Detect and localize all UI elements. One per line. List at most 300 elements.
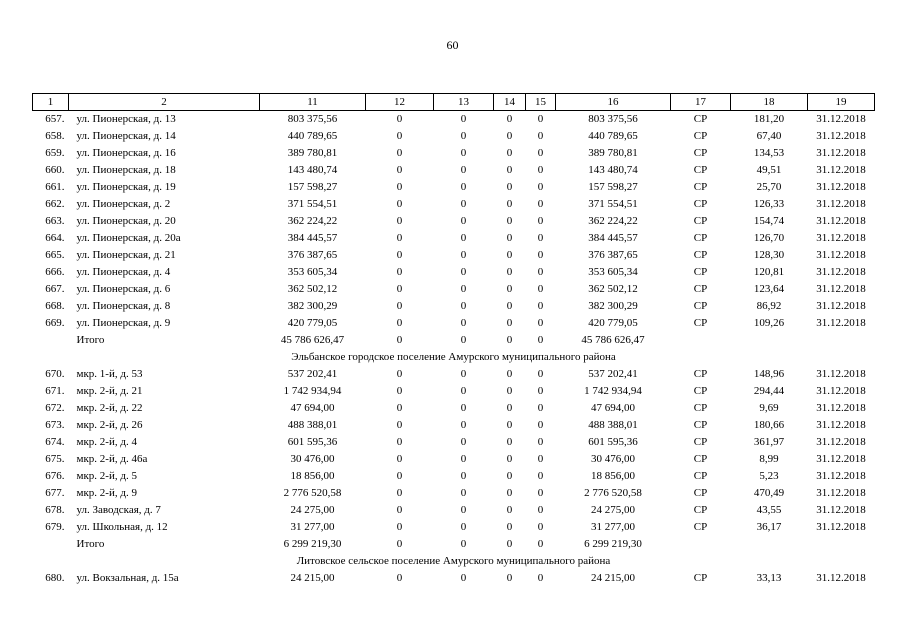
num-cell: 676. — [45, 470, 65, 482]
page-number: 60 — [446, 38, 459, 52]
total-cost-cell: 47 694,00 — [591, 402, 635, 414]
date-cell — [808, 332, 875, 349]
col12-cell: 0 — [396, 113, 403, 125]
area-cell: 86,92 — [756, 300, 782, 312]
col13-cell: 0 — [460, 504, 467, 516]
total-cost-cell: 362 502,12 — [588, 283, 638, 295]
total-cost-cell: 803 375,56 — [588, 113, 638, 125]
date-cell: 31.12.2018 — [816, 521, 866, 533]
table-row — [33, 298, 875, 315]
table-row — [33, 468, 875, 485]
table-row — [33, 145, 875, 162]
num-cell: 663. — [45, 215, 65, 227]
area-cell: 5,23 — [759, 470, 779, 482]
method-cell: СР — [693, 164, 708, 176]
area-cell: 154,74 — [753, 215, 785, 227]
col12-cell: 0 — [396, 266, 403, 278]
col-header-17: 17 — [671, 94, 731, 111]
num-cell: 674. — [45, 436, 65, 448]
housing-table — [32, 93, 875, 587]
col12-cell: 0 — [396, 368, 403, 380]
table-row — [33, 162, 875, 179]
col12-cell: 0 — [396, 317, 403, 329]
col-header-19: 19 — [808, 94, 875, 111]
address-cell: ул. Пионерская, д. 13 — [76, 113, 176, 125]
col14-cell: 0 — [506, 164, 513, 176]
amount-cell: 362 224,22 — [287, 215, 338, 227]
area-cell: 67,40 — [756, 130, 782, 142]
col14-cell: 0 — [506, 368, 513, 380]
area-cell: 181,20 — [753, 113, 785, 125]
section-header-row — [33, 349, 875, 366]
method-cell: СР — [693, 470, 708, 482]
total-cost-cell: 376 387,65 — [588, 249, 638, 261]
header-row — [33, 94, 875, 111]
amount-cell: 47 694,00 — [290, 402, 335, 414]
col-header-16: 16 — [556, 94, 671, 111]
area-cell — [731, 332, 808, 349]
num-cell: 659. — [45, 147, 65, 159]
col-header-2: 2 — [69, 94, 260, 111]
table-row — [33, 264, 875, 281]
amount-cell: 384 445,57 — [287, 232, 338, 244]
col13-cell: 0 — [460, 266, 467, 278]
total-cost-cell: 440 789,65 — [588, 130, 638, 142]
method-cell: СР — [693, 147, 708, 159]
col12-cell: 0 — [396, 130, 403, 142]
area-cell: 36,17 — [756, 521, 782, 533]
col-header-12: 12 — [366, 94, 434, 111]
total-row — [33, 332, 875, 349]
amount-cell: 376 387,65 — [287, 249, 338, 261]
area-cell: 9,69 — [759, 402, 779, 414]
col15-cell: 0 — [537, 521, 544, 533]
table-row — [33, 111, 875, 129]
col12-cell: 0 — [396, 147, 403, 159]
area-cell: 123,64 — [753, 283, 785, 295]
method-cell: СР — [693, 215, 708, 227]
table-row — [33, 281, 875, 298]
address-cell: ул. Пионерская, д. 8 — [76, 300, 171, 312]
col13-cell: 0 — [460, 249, 467, 261]
total-cost-cell: 157 598,27 — [588, 181, 638, 193]
address-cell: ул. Пионерская, д. 20а — [76, 232, 181, 244]
amount-cell: 30 476,00 — [290, 453, 335, 465]
num-cell: 658. — [45, 130, 65, 142]
address-cell: ул. Пионерская, д. 4 — [76, 266, 171, 278]
col13-cell: 0 — [460, 572, 467, 584]
col15-cell: 0 — [537, 283, 544, 295]
col12-cell: 0 — [396, 453, 403, 465]
date-cell: 31.12.2018 — [816, 436, 866, 448]
date-cell: 31.12.2018 — [816, 198, 866, 210]
amount-cell: 537 202,41 — [287, 368, 338, 380]
amount-cell: 143 480,74 — [287, 164, 338, 176]
col15-cell: 0 — [537, 385, 544, 397]
method-cell: СР — [693, 572, 708, 584]
method-cell: СР — [693, 181, 708, 193]
table-row — [33, 451, 875, 468]
total-cost-cell: 382 300,29 — [588, 300, 638, 312]
col12-cell: 0 — [396, 283, 403, 295]
total-cost-cell: 24 275,00 — [591, 504, 635, 516]
col13-cell: 0 — [460, 300, 467, 312]
amount-cell: 157 598,27 — [287, 181, 338, 193]
col15-cell: 0 — [537, 538, 544, 550]
date-cell: 31.12.2018 — [816, 130, 866, 142]
num-cell: 670. — [45, 368, 65, 380]
total-cost-cell: 353 605,34 — [588, 266, 638, 278]
table-row — [33, 179, 875, 196]
table-row — [33, 128, 875, 145]
area-cell: 8,99 — [759, 453, 779, 465]
area-cell: 49,51 — [756, 164, 782, 176]
col13-cell: 0 — [460, 368, 467, 380]
col14-cell: 0 — [506, 538, 513, 550]
method-cell: СР — [693, 368, 708, 380]
col13-cell: 0 — [460, 113, 467, 125]
col13-cell: 0 — [460, 130, 467, 142]
total-cost-cell: 420 779,05 — [588, 317, 638, 329]
address-cell: Итого — [76, 538, 105, 550]
num-cell — [33, 332, 69, 349]
col13-cell: 0 — [460, 470, 467, 482]
col12-cell: 0 — [396, 181, 403, 193]
num-cell: 675. — [45, 453, 65, 465]
date-cell: 31.12.2018 — [816, 283, 866, 295]
col12-cell: 0 — [396, 487, 403, 499]
address-cell: ул. Заводская, д. 7 — [76, 504, 161, 516]
method-cell: СР — [693, 521, 708, 533]
num-cell: 680. — [45, 572, 65, 584]
method-cell: СР — [693, 487, 708, 499]
date-cell: 31.12.2018 — [816, 249, 866, 261]
col14-cell: 0 — [506, 572, 513, 584]
col13-cell: 0 — [460, 436, 467, 448]
col13-cell: 0 — [460, 147, 467, 159]
col13-cell: 0 — [460, 453, 467, 465]
method-cell: СР — [693, 300, 708, 312]
num-cell: 677. — [45, 487, 65, 499]
method-cell: СР — [693, 232, 708, 244]
address-cell: мкр. 2-й, д. 21 — [76, 385, 143, 397]
total-cost-cell: 18 856,00 — [591, 470, 635, 482]
table-row — [33, 383, 875, 400]
col15-cell: 0 — [537, 266, 544, 278]
address-cell: мкр. 2-й, д. 22 — [76, 402, 143, 414]
method-cell: СР — [693, 249, 708, 261]
col13-cell: 0 — [460, 232, 467, 244]
table-row — [33, 570, 875, 587]
col15-cell: 0 — [537, 198, 544, 210]
table-row — [33, 247, 875, 264]
total-cost-cell: 389 780,81 — [588, 147, 638, 159]
address-cell: ул. Пионерская, д. 6 — [76, 283, 171, 295]
area-cell: 126,33 — [753, 198, 785, 210]
col13-cell: 0 — [460, 283, 467, 295]
col15-cell: 0 — [537, 215, 544, 227]
num-cell: 665. — [45, 249, 65, 261]
table-row — [33, 400, 875, 417]
col14-cell: 0 — [506, 402, 513, 414]
address-cell: мкр. 2-й, д. 5 — [76, 470, 137, 482]
col15-cell: 0 — [537, 249, 544, 261]
area-cell: 25,70 — [756, 181, 782, 193]
col13-cell: 0 — [460, 198, 467, 210]
date-cell: 31.12.2018 — [816, 266, 866, 278]
col15-cell: 0 — [537, 113, 544, 125]
col12-cell: 0 — [396, 521, 403, 533]
col-header-1: 1 — [33, 94, 69, 111]
num-cell: 664. — [45, 232, 65, 244]
address-cell: мкр. 2-й, д. 26 — [76, 419, 143, 431]
num-cell: 667. — [45, 283, 65, 295]
col12-cell: 0 — [396, 436, 403, 448]
col14-cell: 0 — [506, 147, 513, 159]
col14-cell: 0 — [506, 113, 513, 125]
col15-cell: 0 — [537, 164, 544, 176]
col12-cell: 0 — [396, 385, 403, 397]
table-row — [33, 485, 875, 502]
address-cell: ул. Пионерская, д. 2 — [76, 198, 171, 210]
address-cell: ул. Школьная, д. 12 — [76, 521, 168, 533]
date-cell: 31.12.2018 — [816, 572, 866, 584]
address-cell: мкр. 2-й, д. 46а — [76, 453, 148, 465]
col-header-18: 18 — [731, 94, 808, 111]
col12-cell: 0 — [396, 419, 403, 431]
area-cell: 470,49 — [753, 487, 785, 499]
total-cost-cell: 143 480,74 — [588, 164, 638, 176]
col13-cell: 0 — [460, 334, 467, 346]
col13-cell: 0 — [460, 164, 467, 176]
area-cell: 180,66 — [753, 419, 785, 431]
col12-cell: 0 — [396, 334, 403, 346]
amount-cell: 18 856,00 — [290, 470, 335, 482]
col15-cell: 0 — [537, 147, 544, 159]
amount-cell: 601 595,36 — [287, 436, 338, 448]
num-cell: 672. — [45, 402, 65, 414]
date-cell: 31.12.2018 — [816, 113, 866, 125]
total-cost-cell: 537 202,41 — [588, 368, 638, 380]
method-cell: СР — [693, 504, 708, 516]
address-cell: мкр. 1-й, д. 53 — [76, 368, 143, 380]
col14-cell: 0 — [506, 504, 513, 516]
amount-cell: 488 388,01 — [287, 419, 338, 431]
address-cell: ул. Пионерская, д. 20 — [76, 215, 176, 227]
col12-cell: 0 — [396, 402, 403, 414]
col15-cell: 0 — [537, 470, 544, 482]
date-cell: 31.12.2018 — [816, 300, 866, 312]
col13-cell: 0 — [460, 402, 467, 414]
date-cell: 31.12.2018 — [816, 453, 866, 465]
col14-cell: 0 — [506, 198, 513, 210]
method-cell: СР — [693, 283, 708, 295]
amount-cell: 382 300,29 — [287, 300, 338, 312]
col14-cell: 0 — [506, 453, 513, 465]
num-cell: 662. — [45, 198, 65, 210]
table-row — [33, 519, 875, 536]
col13-cell: 0 — [460, 538, 467, 550]
date-cell — [808, 536, 875, 553]
num-cell — [33, 536, 69, 553]
method-cell — [671, 332, 731, 349]
date-cell: 31.12.2018 — [816, 215, 866, 227]
total-cost-cell: 6 299 219,30 — [584, 538, 642, 550]
col15-cell: 0 — [537, 572, 544, 584]
num-cell: 668. — [45, 300, 65, 312]
col15-cell: 0 — [537, 487, 544, 499]
total-cost-cell: 384 445,57 — [588, 232, 638, 244]
table-row — [33, 434, 875, 451]
col15-cell: 0 — [537, 181, 544, 193]
col15-cell: 0 — [537, 232, 544, 244]
total-cost-cell: 31 277,00 — [591, 521, 635, 533]
col15-cell: 0 — [537, 504, 544, 516]
address-cell: ул. Пионерская, д. 21 — [76, 249, 176, 261]
table-row — [33, 196, 875, 213]
num-cell: 661. — [45, 181, 65, 193]
method-cell: СР — [693, 113, 708, 125]
col13-cell: 0 — [460, 487, 467, 499]
col15-cell: 0 — [537, 436, 544, 448]
address-cell: мкр. 2-й, д. 4 — [76, 436, 137, 448]
method-cell: СР — [693, 436, 708, 448]
num-cell: 678. — [45, 504, 65, 516]
col13-cell: 0 — [460, 317, 467, 329]
col15-cell: 0 — [537, 419, 544, 431]
col14-cell: 0 — [506, 436, 513, 448]
col15-cell: 0 — [537, 368, 544, 380]
col14-cell: 0 — [506, 385, 513, 397]
col14-cell: 0 — [506, 419, 513, 431]
area-cell: 120,81 — [753, 266, 785, 278]
date-cell: 31.12.2018 — [816, 181, 866, 193]
num-cell: 660. — [45, 164, 65, 176]
col13-cell: 0 — [460, 215, 467, 227]
address-cell: Итого — [76, 334, 105, 346]
col14-cell: 0 — [506, 487, 513, 499]
amount-cell: 31 277,00 — [290, 521, 335, 533]
col12-cell: 0 — [396, 215, 403, 227]
date-cell: 31.12.2018 — [816, 317, 866, 329]
amount-cell: 24 215,00 — [290, 572, 335, 584]
date-cell: 31.12.2018 — [816, 164, 866, 176]
method-cell: СР — [693, 198, 708, 210]
num-cell: 666. — [45, 266, 65, 278]
date-cell: 31.12.2018 — [816, 368, 866, 380]
col14-cell: 0 — [506, 334, 513, 346]
col14-cell: 0 — [506, 521, 513, 533]
col-header-14: 14 — [494, 94, 526, 111]
area-cell: 361,97 — [753, 436, 785, 448]
col14-cell: 0 — [506, 130, 513, 142]
date-cell: 31.12.2018 — [816, 147, 866, 159]
amount-cell: 24 275,00 — [290, 504, 335, 516]
total-cost-cell: 601 595,36 — [588, 436, 638, 448]
amount-cell: 420 779,05 — [287, 317, 338, 329]
date-cell: 31.12.2018 — [816, 402, 866, 414]
area-cell: 33,13 — [756, 572, 782, 584]
num-cell: 657. — [45, 113, 65, 125]
method-cell — [671, 536, 731, 553]
area-cell: 109,26 — [753, 317, 785, 329]
amount-cell: 371 554,51 — [287, 198, 338, 210]
area-cell: 134,53 — [753, 147, 785, 159]
method-cell: СР — [693, 402, 708, 414]
date-cell: 31.12.2018 — [816, 470, 866, 482]
col12-cell: 0 — [396, 470, 403, 482]
amount-cell: 6 299 219,30 — [283, 538, 342, 550]
col15-cell: 0 — [537, 300, 544, 312]
total-cost-cell: 45 786 626,47 — [581, 334, 645, 346]
address-cell: ул. Пионерская, д. 14 — [76, 130, 176, 142]
col14-cell: 0 — [506, 470, 513, 482]
amount-cell: 353 605,34 — [287, 266, 338, 278]
num-cell: 673. — [45, 419, 65, 431]
col14-cell: 0 — [506, 181, 513, 193]
date-cell: 31.12.2018 — [816, 487, 866, 499]
col14-cell: 0 — [506, 300, 513, 312]
total-row — [33, 536, 875, 553]
num-cell: 679. — [45, 521, 65, 533]
address-cell: ул. Пионерская, д. 18 — [76, 164, 176, 176]
address-cell: ул. Пионерская, д. 19 — [76, 181, 176, 193]
amount-cell: 2 776 520,58 — [283, 487, 342, 499]
col15-cell: 0 — [537, 402, 544, 414]
col-header-15: 15 — [526, 94, 556, 111]
method-cell: СР — [693, 385, 708, 397]
amount-cell: 45 786 626,47 — [280, 334, 345, 346]
col12-cell: 0 — [396, 232, 403, 244]
method-cell: СР — [693, 130, 708, 142]
col12-cell: 0 — [396, 572, 403, 584]
total-cost-cell: 30 476,00 — [591, 453, 635, 465]
section-header-row — [33, 553, 875, 570]
col14-cell: 0 — [506, 266, 513, 278]
col15-cell: 0 — [537, 317, 544, 329]
area-cell: 43,55 — [756, 504, 782, 516]
table-row — [33, 315, 875, 332]
col14-cell: 0 — [506, 249, 513, 261]
col14-cell: 0 — [506, 215, 513, 227]
num-cell: 669. — [45, 317, 65, 329]
total-cost-cell: 488 388,01 — [588, 419, 638, 431]
table-row — [33, 230, 875, 247]
method-cell: СР — [693, 266, 708, 278]
area-cell: 128,30 — [753, 249, 785, 261]
col14-cell: 0 — [506, 232, 513, 244]
area-cell: 148,96 — [753, 368, 785, 380]
date-cell: 31.12.2018 — [816, 232, 866, 244]
col12-cell: 0 — [396, 164, 403, 176]
col-header-11: 11 — [260, 94, 366, 111]
col14-cell: 0 — [506, 283, 513, 295]
table-row — [33, 417, 875, 434]
total-cost-cell: 1 742 934,94 — [584, 385, 642, 397]
col13-cell: 0 — [460, 419, 467, 431]
method-cell: СР — [693, 453, 708, 465]
section-title: Литовское сельское поселение Амурского муниципального района — [296, 555, 611, 567]
col12-cell: 0 — [396, 198, 403, 210]
amount-cell: 440 789,65 — [287, 130, 338, 142]
col12-cell: 0 — [396, 249, 403, 261]
col13-cell: 0 — [460, 385, 467, 397]
date-cell: 31.12.2018 — [816, 504, 866, 516]
amount-cell: 803 375,56 — [287, 113, 338, 125]
col-header-13: 13 — [434, 94, 494, 111]
col13-cell: 0 — [460, 521, 467, 533]
date-cell: 31.12.2018 — [816, 385, 866, 397]
